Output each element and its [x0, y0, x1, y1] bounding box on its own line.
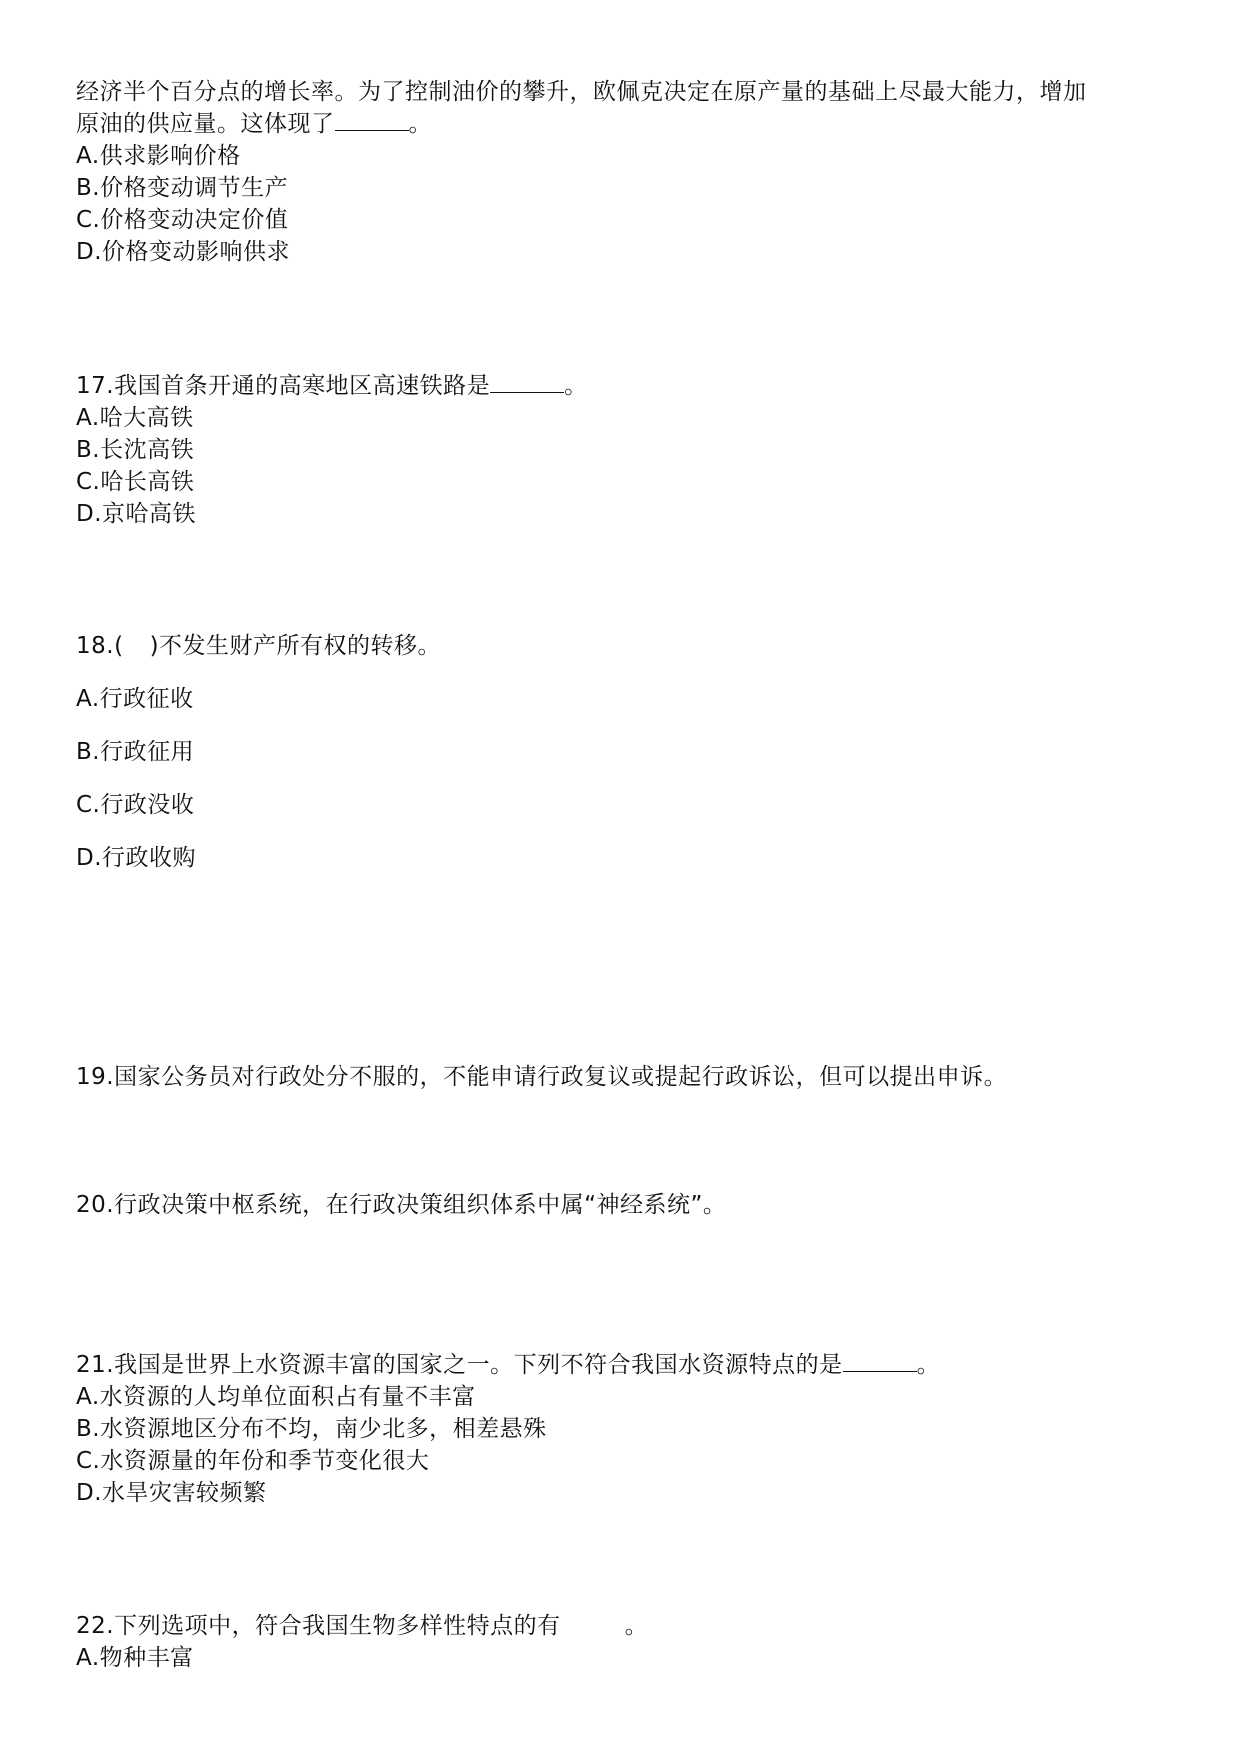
q18-stem-suffix: )不发生财产所有权的转移。 — [149, 633, 442, 659]
q21-stem-prefix: 21.我国是世界上水资源丰富的国家之一。下列不符合我国水资源特点的是 — [76, 1352, 843, 1378]
q16-option-c: C.价格变动决定价值 — [76, 207, 289, 233]
q17-option-c: C.哈长高铁 — [76, 469, 195, 495]
q16-option-a: A.供求影响价格 — [76, 143, 241, 169]
q18-stem — [76, 630, 441, 662]
q16-stem-prefix: 原油的供应量。这体现了 — [76, 111, 335, 137]
q18-option-a: A.行政征收 — [76, 686, 194, 712]
q19-stem: 19.国家公务员对行政处分不服的，不能申请行政复议或提起行政诉讼，但可以提出申诉。 — [76, 1064, 1008, 1090]
q16-option-d: D.价格变动影响供求 — [76, 239, 291, 265]
q22-stem-prefix: 22.下列选项中，符合我国生物多样性特点的有 — [76, 1613, 561, 1639]
q17-option-b: B.长沈高铁 — [76, 437, 195, 463]
q16-stem-line2 — [76, 108, 432, 140]
q18-stem-prefix: 18.( — [76, 633, 124, 659]
q16-option-b: B.价格变动调节生产 — [76, 175, 289, 201]
q16-stem-line1: 经济半个百分点的增长率。为了控制油价的攀升，欧佩克决定在原产量的基础上尽最大能力，增加 — [76, 79, 1087, 105]
answer-blank — [490, 370, 564, 393]
q17-stem-suffix: 。 — [564, 373, 588, 399]
q20-stem: 20.行政决策中枢系统，在行政决策组织体系中属“神经系统”。 — [76, 1192, 727, 1218]
answer-blank — [335, 108, 409, 131]
q18-option-b: B.行政征用 — [76, 739, 195, 765]
q21-option-a: A.水资源的人均单位面积占有量不丰富 — [76, 1384, 476, 1410]
q22-stem-suffix: 。 — [624, 1613, 649, 1639]
q21-option-b: B.水资源地区分布不均，南少北多，相差悬殊 — [76, 1416, 547, 1442]
q17-option-d: D.京哈高铁 — [76, 501, 197, 527]
q21-stem — [76, 1349, 940, 1381]
q21-option-c: C.水资源量的年份和季节变化很大 — [76, 1448, 430, 1474]
q18-option-d: D.行政收购 — [76, 845, 197, 871]
q22-option-a: A.物种丰富 — [76, 1645, 194, 1671]
q18-option-c: C.行政没收 — [76, 792, 195, 818]
q16-stem-suffix: 。 — [408, 111, 432, 137]
answer-blank — [843, 1349, 917, 1372]
q17-option-a: A.哈大高铁 — [76, 405, 194, 431]
q21-option-d: D.水旱灾害较频繁 — [76, 1480, 267, 1506]
q22-stem — [76, 1610, 648, 1642]
q21-stem-suffix: 。 — [916, 1352, 941, 1378]
q17-stem — [76, 370, 588, 402]
q17-stem-prefix: 17.我国首条开通的高寒地区高速铁路是 — [76, 373, 491, 399]
